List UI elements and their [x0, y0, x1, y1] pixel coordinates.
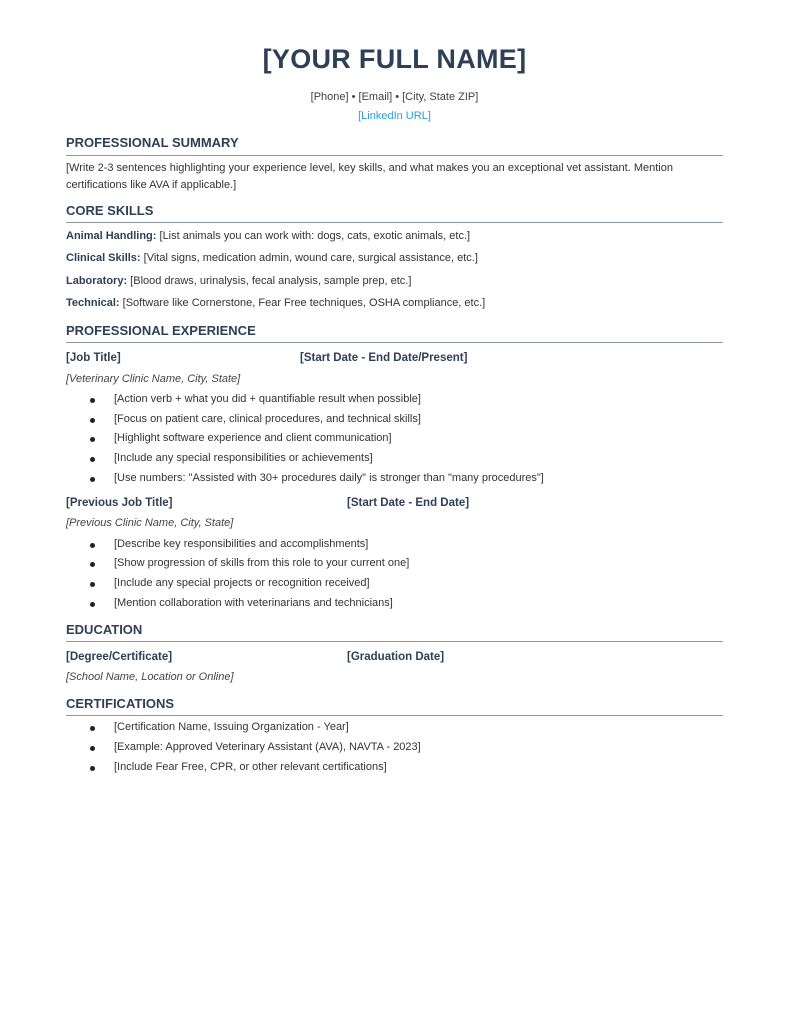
bullet-text: [Focus on patient care, clinical procedures, and technical skills] [114, 413, 421, 425]
skill-label: Laboratory: [66, 275, 128, 287]
summary-line: [Write 2-3 sentences highlighting your experience level, key skills, and what makes you an exceptional vet assistant. Mention [66, 162, 673, 174]
school-name: [School Name, Location or Online] [66, 671, 234, 683]
section-divider [66, 342, 723, 343]
bullet-icon [90, 543, 95, 548]
skill-label: Clinical Skills: [66, 252, 141, 264]
linkedin-link[interactable]: [LinkedIn URL] [358, 110, 431, 122]
skill-label: Animal Handling: [66, 230, 157, 242]
bullet-icon [90, 582, 95, 587]
bullet-text: [Include any special projects or recognition received] [114, 577, 370, 589]
bullet-text: [Action verb + what you did + quantifiable result when possible] [114, 393, 421, 405]
section-divider [66, 155, 723, 156]
skill-value: [List animals you can work with: dogs, cats, exotic animals, etc.] [156, 230, 471, 242]
bullet-icon [90, 418, 95, 423]
bullet-text: [Highlight software experience and client communication] [114, 432, 392, 444]
skill-value: [Blood draws, urinalysis, fecal analysis, sample prep, etc.] [127, 275, 412, 287]
skill-item [66, 297, 485, 309]
clinic-name: [Previous Clinic Name, City, State] [66, 517, 234, 529]
degree-title: [Degree/Certificate] [66, 651, 173, 663]
education-section-title: EDUCATION [66, 622, 143, 637]
contact-line: [Phone] • [Email] • [City, State ZIP] [310, 91, 479, 103]
clinic-name: [Veterinary Clinic Name, City, State] [66, 373, 241, 385]
bullet-text: [Example: Approved Veterinary Assistant (AVA), NAVTA - 2023] [114, 741, 421, 753]
section-divider [66, 222, 723, 223]
bullet-icon [90, 457, 95, 462]
bullet-icon [90, 746, 95, 751]
bullet-icon [90, 726, 95, 731]
summary-section-title: PROFESSIONAL SUMMARY [66, 135, 239, 150]
bullet-text: [Describe key responsibilities and accomplishments] [114, 538, 369, 550]
job-dates: [Start Date - End Date/Present] [300, 352, 468, 364]
bullet-text: [Show progression of skills from this role to your current one] [114, 557, 410, 569]
bullet-text: [Include Fear Free, CPR, or other relevant certifications] [114, 761, 387, 773]
certifications-section-title: CERTIFICATIONS [66, 696, 175, 711]
full-name-heading: [YOUR FULL NAME] [262, 44, 527, 74]
bullet-icon [90, 477, 95, 482]
section-divider [66, 715, 723, 716]
skills-section-title: CORE SKILLS [66, 203, 154, 218]
bullet-icon [90, 398, 95, 403]
experience-section-title: PROFESSIONAL EXPERIENCE [66, 323, 256, 338]
job-dates: [Start Date - End Date] [347, 497, 470, 509]
skill-item [66, 275, 411, 287]
skill-value: [Vital signs, medication admin, wound care, surgical assistance, etc.] [140, 252, 478, 264]
skill-item [66, 252, 478, 264]
bullet-text: [Include any special responsibilities or achievements] [114, 452, 373, 464]
job-title: [Previous Job Title] [66, 497, 173, 509]
bullet-icon [90, 766, 95, 771]
bullet-text: [Use numbers: "Assisted with 30+ procedures daily" is stronger than "many procedures"] [114, 472, 544, 484]
graduation-date: [Graduation Date] [347, 651, 445, 663]
skill-item [66, 230, 470, 242]
job-title: [Job Title] [66, 352, 121, 364]
bullet-icon [90, 562, 95, 567]
summary-text [66, 160, 716, 194]
bullet-icon [90, 437, 95, 442]
section-divider [66, 641, 723, 642]
skill-value: [Software like Cornerstone, Fear Free techniques, OSHA compliance, etc.] [119, 297, 486, 309]
bullet-icon [90, 602, 95, 607]
summary-line: certifications like AVA if applicable.] [66, 179, 237, 191]
bullet-text: [Certification Name, Issuing Organization - Year] [114, 721, 349, 733]
skill-label: Technical: [66, 297, 120, 309]
bullet-text: [Mention collaboration with veterinarians and technicians] [114, 597, 393, 609]
